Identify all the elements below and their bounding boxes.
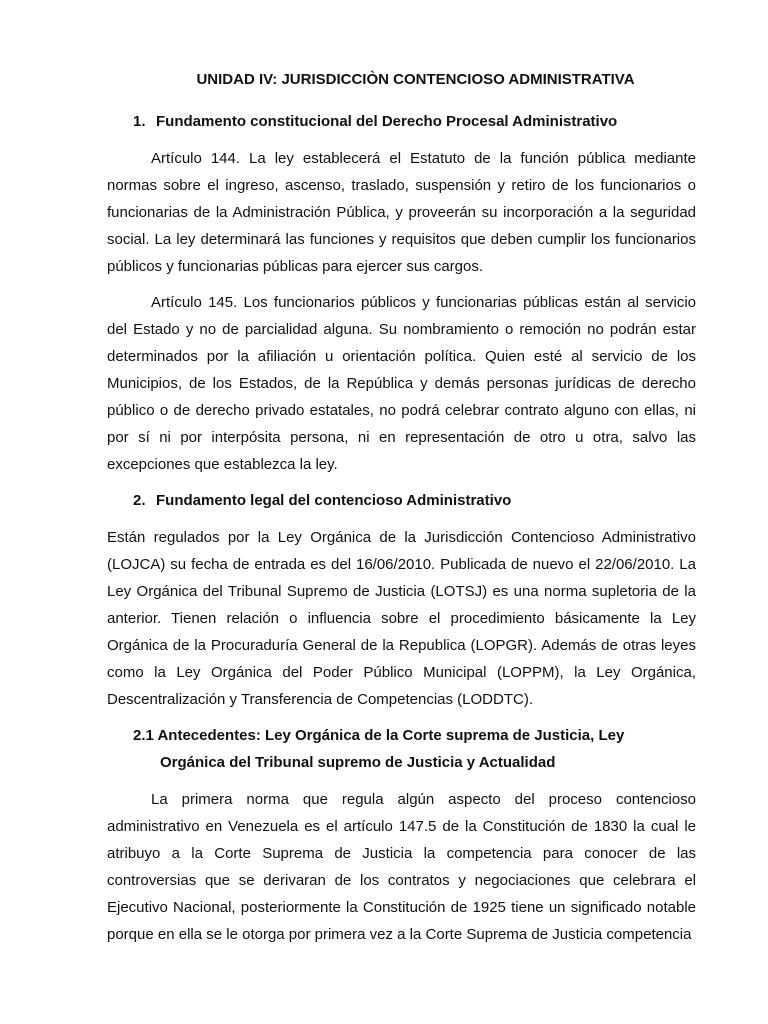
section-2-heading-text: Fundamento legal del contencioso Administrativo <box>156 492 512 509</box>
section-2-1-heading <box>107 722 696 776</box>
document-title: UNIDAD IV: JURISDICCIÒN CONTENCIOSO ADMINISTRATIVA <box>196 71 635 88</box>
section-2-1-heading-line1: 2.1 Antecedentes: Ley Orgánica de la Corte suprema de Justicia, Ley <box>133 727 625 744</box>
article-144-paragraph: Artículo 144. La ley establecerá el Estatuto de la función pública mediante normas sobre el ingreso, ascenso, traslado, suspensión y retiro de los funcionarios o funcionarias de la Administración Pública, y proveerán su incorporación a la seguridad social. La ley determinará las funciones y requisitos que deben cumplir los funcionarios públicos y funcionarias públicas para ejercer sus cargos. <box>107 150 696 275</box>
section-2-paragraph: Están regulados por la Ley Orgánica de la Jurisdicción Contencioso Administrativo (LOJCA) su fecha de entrada es del 16/06/2010. Publicada de nuevo el 22/06/2010. La Ley Orgánica del Tribunal Supremo de Justicia (LOTSJ) es una norma supletoria de la anterior. Tienen relación o influencia sobre el procedimiento básicamente la Ley Orgánica de la Procuraduría General de la Republica (LOPGR). Además de otras leyes como la Ley Orgánica del Poder Público Municipal (LOPPM), la Ley Orgánica, Descentralización y Transferencia de Competencias (LODDTC). <box>107 529 696 708</box>
section-1-heading <box>107 108 696 135</box>
section-2-heading <box>107 487 696 514</box>
section-2-1-heading-line2: Orgánica del Tribunal supremo de Justicia y Actualidad <box>160 754 556 771</box>
section-2-1-paragraph: La primera norma que regula algún aspecto del proceso contencioso administrativo en Venezuela es el artículo 147.5 de la Constitución de 1830 la cual le atribuyo a la Corte Suprema de Justicia la competencia para conocer de las controversias que se derivaran de los contratos y negociaciones que celebrara el Ejecutivo Nacional, posteriormente la Constitución de 1925 tiene un significado notable porque en ella se le otorga por primera vez a la Corte Suprema de Justicia competencia <box>107 791 696 943</box>
section-2-number: 2. <box>133 492 146 509</box>
section-1-number: 1. <box>133 113 146 130</box>
section-1-heading-text: Fundamento constitucional del Derecho Procesal Administrativo <box>156 113 618 130</box>
article-145-paragraph: Artículo 145. Los funcionarios públicos y funcionarias públicas están al servicio del Estado y no de parcialidad alguna. Su nombramiento o remoción no podrán estar determinados por la afiliación u orientación política. Quien esté al servicio de los Municipios, de los Estados, de la República y demás personas jurídicas de derecho público o de derecho privado estatales, no podrá celebrar contrato alguno con ellas, ni por sí ni por interpósita persona, ni en representación de otro u otra, salvo las excepciones que establezca la ley. <box>107 294 696 473</box>
